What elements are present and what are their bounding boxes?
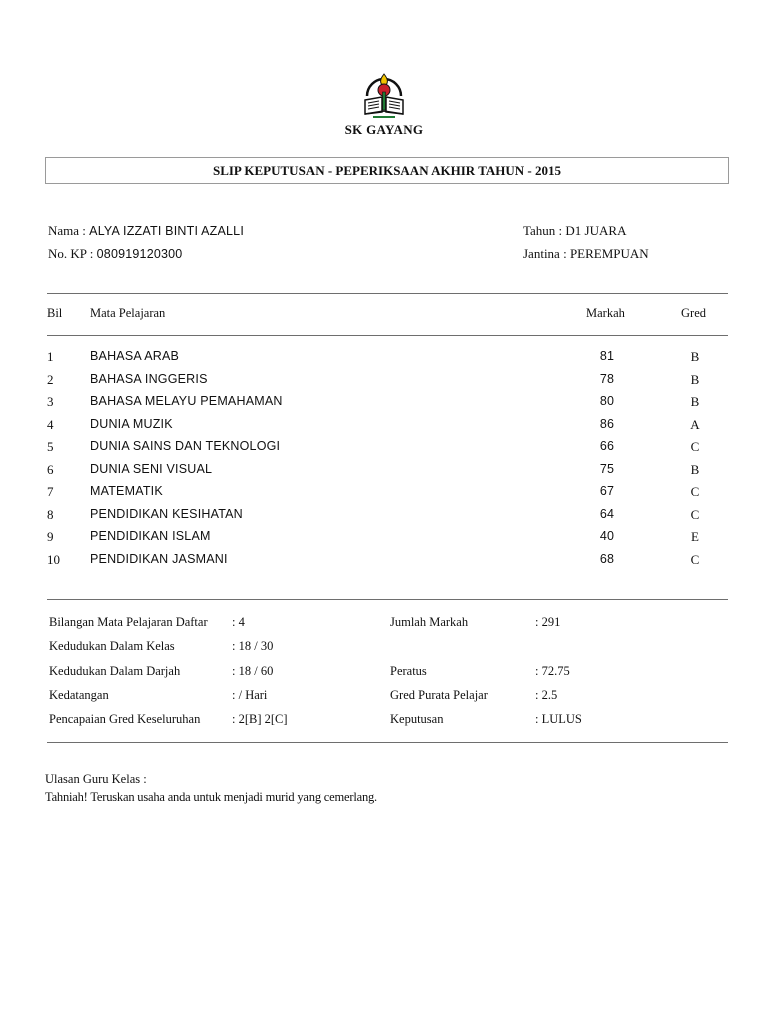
row-mark: 75 xyxy=(599,462,615,476)
summary-bottom-rule xyxy=(47,742,728,743)
row-grade: A xyxy=(690,417,700,432)
row-mark: 78 xyxy=(599,372,615,386)
result-value: : LULUS xyxy=(535,712,582,726)
row-bil: 5 xyxy=(47,439,54,454)
row-mark: 40 xyxy=(599,529,615,543)
total-marks-label: Jumlah Markah xyxy=(390,615,469,629)
row-mark: 86 xyxy=(599,417,615,431)
row-bil: 7 xyxy=(47,484,54,499)
header-grade: Gred xyxy=(681,306,706,320)
row-mark: 64 xyxy=(599,507,615,521)
student-name xyxy=(48,223,244,239)
student-ic xyxy=(48,246,182,262)
table-row xyxy=(0,372,768,394)
student-ic-label: No. KP : xyxy=(48,246,97,261)
row-grade: C xyxy=(690,507,700,522)
table-row xyxy=(0,349,768,371)
row-grade: B xyxy=(690,349,700,364)
row-mark: 66 xyxy=(599,439,615,453)
row-grade: C xyxy=(690,484,700,499)
row-bil: 8 xyxy=(47,507,54,522)
row-grade: B xyxy=(690,462,700,477)
header-bil: Bil xyxy=(47,306,63,320)
row-subject: BAHASA ARAB xyxy=(90,349,180,363)
total-marks-value: : 291 xyxy=(535,615,561,629)
subjects-registered-label: Bilangan Mata Pelajaran Daftar xyxy=(49,615,208,629)
row-subject: PENDIDIKAN KESIHATAN xyxy=(90,507,243,521)
row-subject: DUNIA SAINS DAN TEKNOLOGI xyxy=(90,439,281,453)
class-position-label: Kedudukan Dalam Kelas xyxy=(49,639,175,653)
row-subject: BAHASA INGGERIS xyxy=(90,372,208,386)
row-grade: B xyxy=(690,394,700,409)
student-class-label: Tahun : xyxy=(523,223,566,238)
table-row xyxy=(0,529,768,551)
table-row xyxy=(0,439,768,461)
attendance-value: : / Hari xyxy=(232,688,268,702)
table-row xyxy=(0,462,768,484)
table-top-rule xyxy=(47,293,728,294)
row-bil: 3 xyxy=(47,394,54,409)
percentage-label: Peratus xyxy=(390,664,427,678)
student-ic-value: 080919120300 xyxy=(96,247,183,261)
table-row xyxy=(0,507,768,529)
teacher-remark-label: Ulasan Guru Kelas : xyxy=(45,772,147,786)
table-row xyxy=(0,552,768,574)
row-subject: BAHASA MELAYU PEMAHAMAN xyxy=(90,394,283,408)
teacher-remark-text: Tahniah! Teruskan usaha anda untuk menjadi murid yang cemerlang. xyxy=(45,790,377,804)
row-subject: DUNIA SENI VISUAL xyxy=(90,462,213,476)
result-label: Keputusan xyxy=(390,712,444,726)
table-row xyxy=(0,394,768,416)
header-subject: Mata Pelajaran xyxy=(90,306,166,320)
student-class-value: D1 JUARA xyxy=(565,223,627,238)
table-row xyxy=(0,417,768,439)
row-mark: 68 xyxy=(599,552,615,566)
row-grade: C xyxy=(690,439,700,454)
row-bil: 9 xyxy=(47,529,54,544)
subjects-registered-value: : 4 xyxy=(232,615,245,629)
student-gender xyxy=(523,246,649,262)
row-grade: C xyxy=(690,552,700,567)
school-crest-logo xyxy=(359,70,409,120)
row-mark: 80 xyxy=(599,394,615,408)
row-mark: 81 xyxy=(599,349,615,363)
student-name-value: ALYA IZZATI BINTI AZALLI xyxy=(89,224,244,238)
class-position-value: : 18 / 30 xyxy=(232,639,274,653)
row-subject: PENDIDIKAN ISLAM xyxy=(90,529,211,543)
student-gender-value: PEREMPUAN xyxy=(569,246,649,261)
table-bottom-rule xyxy=(47,599,728,600)
row-bil: 6 xyxy=(47,462,54,477)
row-bil: 10 xyxy=(47,552,60,567)
row-subject: DUNIA MUZIK xyxy=(90,417,173,431)
slip-title: SLIP KEPUTUSAN - PEPERIKSAAN AKHIR TAHUN - 2015 xyxy=(45,157,729,184)
student-name-label: Nama : xyxy=(48,223,90,238)
row-bil: 4 xyxy=(47,417,54,432)
table-header-rule xyxy=(47,335,728,336)
header-mark: Markah xyxy=(586,306,625,320)
level-position-value: : 18 / 60 xyxy=(232,664,274,678)
average-grade-label: Gred Purata Pelajar xyxy=(390,688,488,702)
row-grade: E xyxy=(691,529,699,544)
table-row xyxy=(0,484,768,506)
row-grade: B xyxy=(690,372,700,387)
percentage-value: : 72.75 xyxy=(535,664,570,678)
average-grade-value: : 2.5 xyxy=(535,688,558,702)
school-name: SK GAYANG xyxy=(344,122,424,137)
student-class xyxy=(523,223,626,239)
student-gender-label: Jantina : xyxy=(523,246,570,261)
row-mark: 67 xyxy=(599,484,615,498)
row-bil: 1 xyxy=(47,349,54,364)
row-bil: 2 xyxy=(47,372,54,387)
row-subject: PENDIDIKAN JASMANI xyxy=(90,552,228,566)
overall-grade-value: : 2[B] 2[C] xyxy=(232,712,288,726)
attendance-label: Kedatangan xyxy=(49,688,109,702)
level-position-label: Kedudukan Dalam Darjah xyxy=(49,664,181,678)
row-subject: MATEMATIK xyxy=(90,484,163,498)
overall-grade-label: Pencapaian Gred Keseluruhan xyxy=(49,712,201,726)
